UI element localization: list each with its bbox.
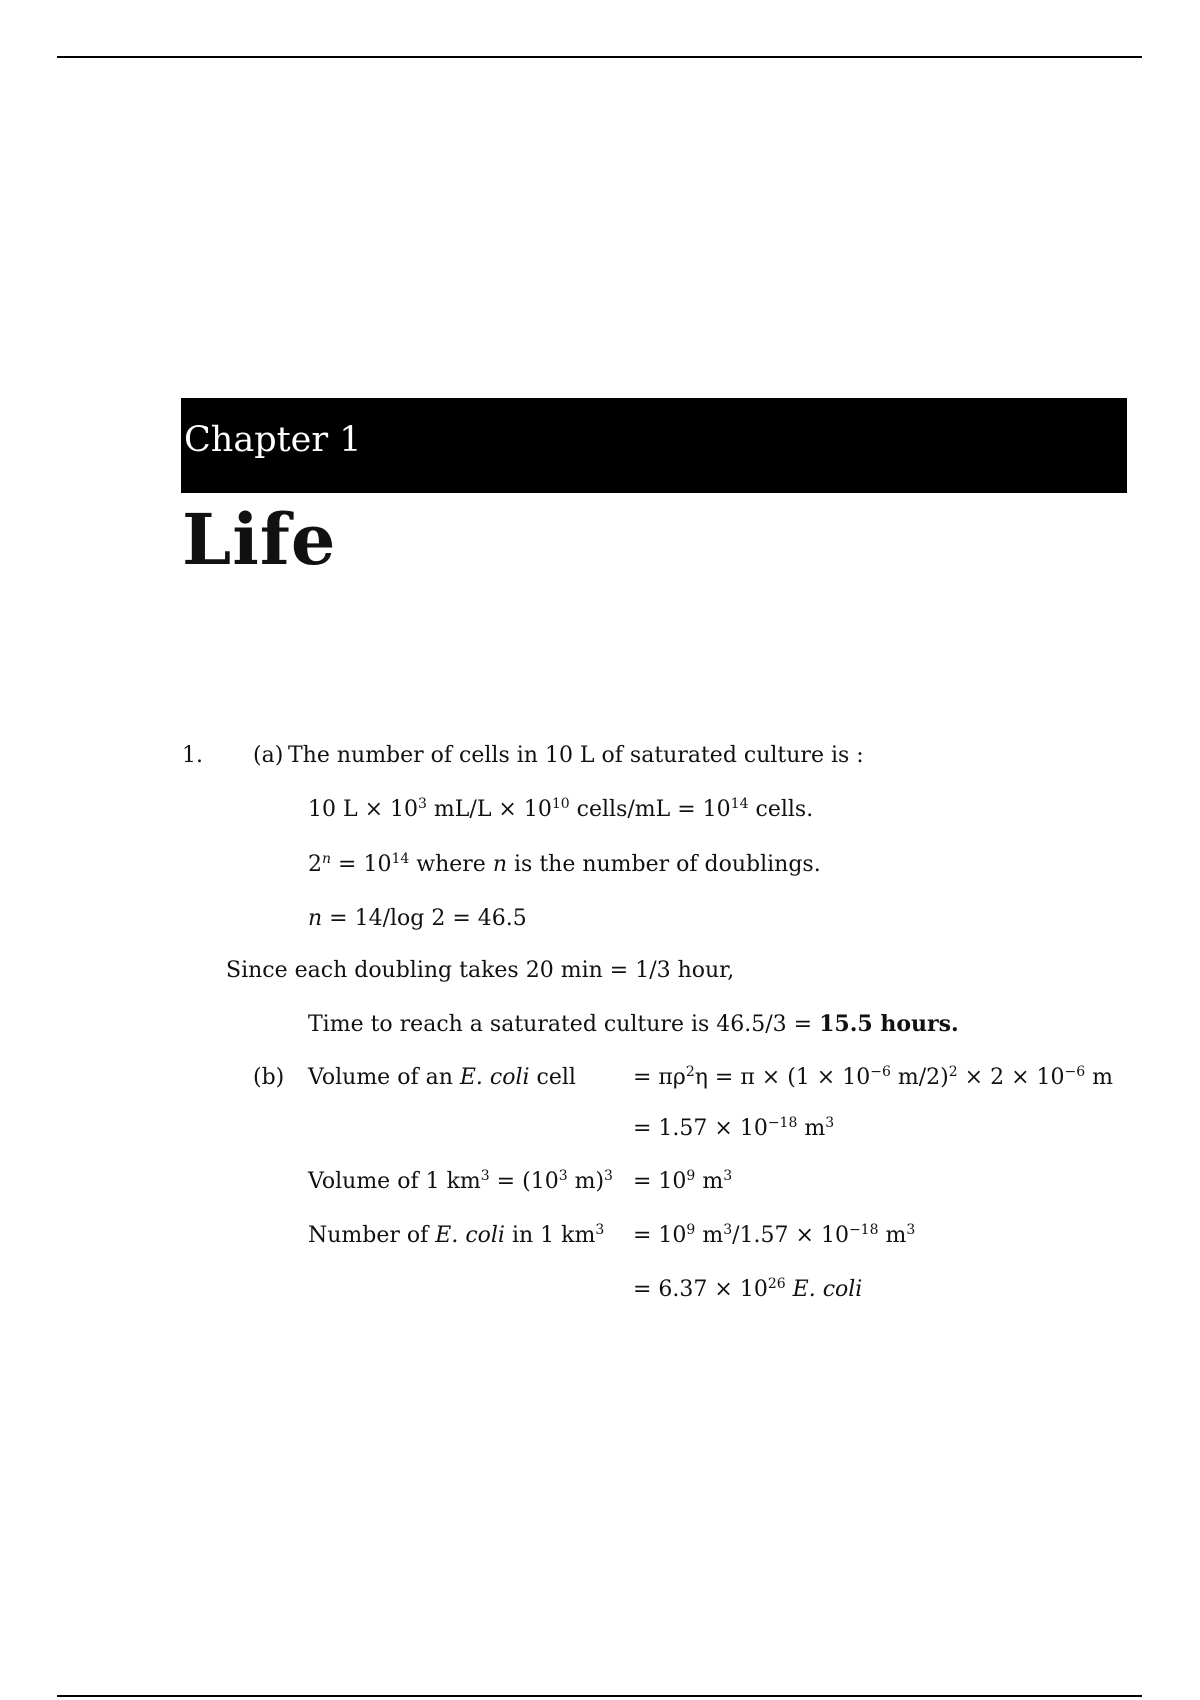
problem-number: 1. [182, 743, 203, 768]
doubling-equation: $2^n = 10^{14}$ where n is the number of doublings. [308, 851, 821, 877]
top-rule [57, 56, 1142, 58]
bottom-rule [57, 1695, 1142, 1697]
saturation-time: Time to reach a saturated culture is 46.5/3 = 15.5 hours. [308, 1011, 959, 1037]
cell-count-equation: 10 $L \times 10^3$ $mL/L \times 10^{10}$ cells/mL = $10^{14}$ cells. [308, 796, 814, 822]
part-a-label: (a) [253, 743, 284, 768]
chapter-banner [181, 398, 1127, 493]
cell-volume-label: Volume of an E. coli cell [308, 1065, 576, 1090]
part-b-label: (b) [253, 1065, 285, 1090]
ecoli-count-result: = $6.37 \times 10^{26}$ E. coli [633, 1276, 863, 1302]
n-solution: n = 14/log 2 = 46.5 [308, 906, 527, 931]
part-a-intro: The number of cells in 10 L of saturated culture is : [288, 743, 864, 768]
ecoli-count-equation: = $10^9$ $m^3/1.57 \times 10^{-18}$ $m^3$ [633, 1222, 916, 1248]
km-volume-label: Volume of 1 $km^3 = (10^3$ m)$^3$ [308, 1168, 613, 1194]
cell-volume-equation: = $\pi\rho^2\eta = \pi \times (1 \times 10^{-6}$ $m/2)^2 \times 2 \times 10^{-6}$ m [633, 1064, 1113, 1090]
cell-volume-result: = $1.57 \times 10^{-18}$ $m^3$ [633, 1115, 835, 1141]
chapter-label: Chapter 1 [184, 420, 362, 460]
km-volume-result: = $10^9$ $m^3$ [633, 1168, 733, 1194]
ecoli-count-label: Number of E. coli in 1 $km^3$ [308, 1222, 605, 1248]
doubling-time-note: Since each doubling takes 20 min = 1/3 hour, [226, 958, 735, 983]
chapter-title: Life [182, 498, 337, 581]
